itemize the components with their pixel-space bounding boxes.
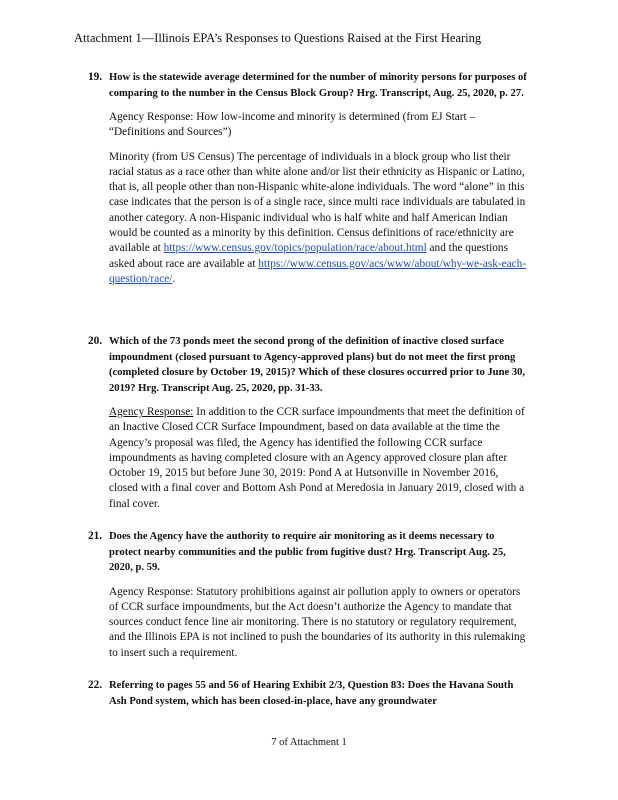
question-21: [88, 529, 528, 661]
agency-response: Agency Response: How low-income and minority is determined (from EJ Start – “Definitions and Sources”): [109, 111, 476, 139]
response-text: In addition to the CCR surface impoundments that meet the definition of an Inactive Closed CCR Surface Impoundment, based on data available at the time the Agency’s proposal was filed, the Agency has identified the following CCR surface impoundments as having completed closure with an Agency approved closure plan after October 19, 2015 but before June 30, 2019: Pond A at Hutsonville in November 2016, closed with a final cover and Bottom Ash Pond at Meredosia in January 2019, closed with a final cover.: [109, 406, 525, 510]
question-text: Referring to pages 55 and 56 of Hearing Exhibit 2/3, Question 83: Does the Havana South Ash Pond system, which has been closed-in-place, have any groundwater: [109, 680, 514, 707]
question-text: How is the statewide average determined for the number of minority persons for purposes of comparing to the number in the Census Block Group? Hrg. Transcript, Aug. 25, 2020, p. 27.: [109, 72, 527, 99]
question-number: 19.: [88, 71, 103, 83]
question-number: 22.: [88, 679, 103, 691]
page-header: Attachment 1—Illinois EPA’s Responses to Questions Raised at the First Hearing: [74, 31, 482, 45]
question-text: Which of the 73 ponds meet the second prong of the definition of inactive closed surface impoundment (closed pursuant to Agency-approved plans) but do not meet the first prong (completed closure by October 19, 2015)? Which of these closures occurred prior to June 30, 2019? Hrg. Transcript Aug. 25, 2020, pp. 31-33.: [109, 336, 526, 394]
acs-race-question-link[interactable]: https://www.census.gov/acs/www/about/why-we-ask-each-question/race/: [109, 257, 527, 285]
definition-text-end: .: [172, 272, 176, 285]
response-label: Agency Response:: [109, 406, 194, 418]
census-race-link[interactable]: https://www.census.gov/topics/population/race/about.html: [163, 242, 427, 255]
question-number: 20.: [88, 335, 103, 347]
question-text: Does the Agency have the authority to require air monitoring as it deems necessary to protect nearby communities and the public from fugitive dust? Hrg. Transcript Aug. 25, 2020, p. 59.: [109, 531, 506, 573]
question-19: [88, 70, 528, 287]
question-22: [88, 678, 528, 709]
agency-response: Agency Response: Statutory prohibitions against air pollution apply to owners or operators of CCR surface impoundments, but the Act doesn’t authorize the Agency to mandate that sources conduct fence line air monitoring. There is no statutory or regulatory requirement, and the Illinois EPA is not inclined to push the boundaries of its authority in this rulemaking to insert such a requirement.: [109, 585, 526, 659]
question-20: [88, 334, 528, 512]
agency-response: [109, 405, 528, 512]
definition-text-mid: and the questions asked about race are available at: [109, 242, 508, 270]
definition-text: Minority (from US Census) The percentage of individuals in a block group who list their racial status as a race other than white alone and/or list their ethnicity as Hispanic or Latino, that is, all people other than non-Hispanic white-alone individuals. The word “alone” in this case indicates that the person is of a single race, since multi race individuals are tabulated in another category. A non-Hispanic individual who is half white and half American Indian would be counted as a minority by this definition. Census definitions of race/ethnicity are available at: [109, 150, 526, 255]
question-number: 21.: [88, 530, 103, 542]
minority-definition: [109, 150, 528, 288]
page-footer: 7 of Attachment 1: [271, 737, 347, 748]
